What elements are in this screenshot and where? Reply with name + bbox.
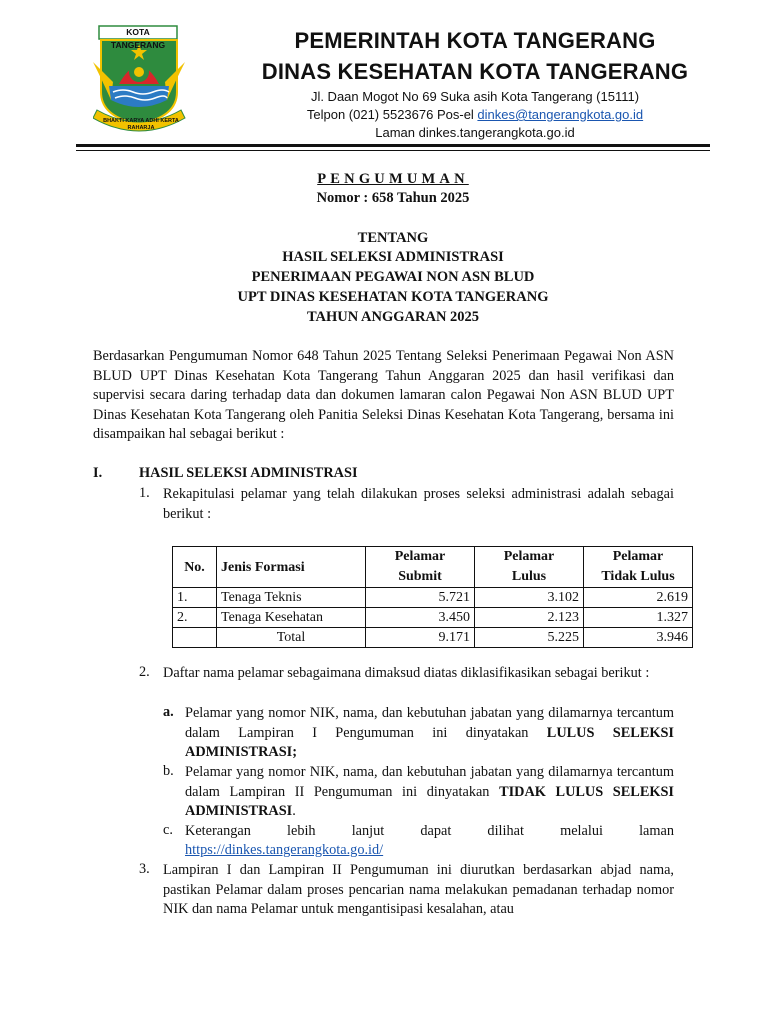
subitem-b-text	[185, 763, 674, 822]
document-title	[76, 171, 710, 188]
recap-table	[172, 546, 693, 648]
subitem-b-end: .	[292, 803, 296, 820]
section-title: HASIL SELEKSI ADMINISTRASI	[139, 465, 358, 481]
document-title-text: PENGUMUMAN	[317, 171, 469, 187]
cell-jenis: Tenaga Teknis	[217, 588, 366, 608]
subitem-a-status: LULUS SELEKSI ADMINISTRASI;	[185, 724, 674, 761]
cell-lulus: 3.102	[475, 588, 584, 608]
letterhead	[0, 0, 768, 160]
intro-paragraph: Berdasarkan Pengumuman Nomor 648 Tahun 2025 Tentang Seleksi Penerimaan Pegawai Non ASN BLUD UPT Dinas Kesehatan Kota Tangerang Tahun Anggaran 2025 dan hasil verifikasi dan supervisi secara daring terhadap data dan dokumen lamaran calon Pegawai Non ASN BLUD UPT Dinas Kesehatan Kota Tangerang oleh Panitia Seleksi Dinas Kesehatan Kota Tangerang, bersama ini disampaikan hal sebagai berikut :	[93, 348, 674, 443]
section-number: I.	[93, 465, 103, 481]
subject-line-2: PENERIMAAN PEGAWAI NON ASN BLUD	[251, 269, 535, 285]
cell-total-tidak-lulus: 3.946	[584, 628, 693, 648]
cell-tidak-lulus: 1.327	[584, 608, 693, 628]
subitem-c-marker: c.	[163, 822, 173, 838]
header-lulus-line2: Lulus	[511, 569, 547, 584]
header-submit-line2: Submit	[398, 569, 442, 584]
cell-total-label: Total	[217, 628, 366, 648]
agency-website: Laman dinkes.tangerangkota.go.id	[375, 125, 575, 140]
subitem-b-body: Pelamar yang nomor NIK, nama, dan kebutuhan jabatan yang dilamarnya tercantum dalam Lampiran II Pengumuman ini dinyatakan	[185, 764, 674, 800]
header-tidak-line1: Pelamar	[612, 549, 664, 564]
subitem-a-marker: a.	[163, 704, 174, 720]
header-tidak-lulus	[584, 547, 693, 588]
agency-contact	[240, 107, 710, 122]
cell-no: 2.	[173, 608, 217, 628]
table-row	[173, 608, 693, 628]
header-jenis-formasi: Jenis Formasi	[217, 547, 366, 588]
item-2-text: Daftar nama pelamar sebagaimana dimaksud diatas diklasifikasikan sebagai berikut :	[163, 665, 650, 681]
subitem-b-status: TIDAK LULUS SELEKSI ADMINISTRASI	[185, 783, 674, 820]
cell-submit: 5.721	[366, 588, 475, 608]
header-tidak-line2: Tidak Lulus	[601, 569, 675, 584]
letterhead-divider-thin	[76, 150, 710, 151]
subitem-a-body: Pelamar yang nomor NIK, nama, dan kebutuhan jabatan yang dilamarnya tercantum dalam Lampiran I Pengumuman ini dinyatakan	[185, 705, 674, 741]
header-submit-line1: Pelamar	[394, 549, 446, 564]
cell-tidak-lulus: 2.619	[584, 588, 693, 608]
document-number: Nomor : 658 Tahun 2025	[316, 190, 470, 206]
table-row	[173, 588, 693, 608]
subject-line-4: TAHUN ANGGARAN 2025	[306, 309, 480, 325]
cell-total-lulus: 5.225	[475, 628, 584, 648]
header-submit	[366, 547, 475, 588]
city-emblem-logo	[93, 22, 195, 140]
cell-lulus: 2.123	[475, 608, 584, 628]
subject-line-1: HASIL SELEKSI ADMINISTRASI	[282, 249, 504, 265]
item-3-text: Lampiran I dan Lampiran II Pengumuman ini diurutkan berdasarkan abjad nama, pastikan Pelamar dalam proses pencarian nama melakukan pemadanan terhadap nomor NIK dan nama Pelamar untuk mengantisipasi kesalahan, atau	[163, 862, 674, 918]
cell-no: 1.	[173, 588, 217, 608]
logo-motto: BHAKTI KARYA ADHI KERTA RAHARJA	[103, 118, 179, 131]
cell-jenis: Tenaga Kesehatan	[217, 608, 366, 628]
header-no: No.	[173, 547, 217, 588]
item-1-number: 1.	[139, 485, 150, 501]
website-link[interactable]: https://dinkes.tangerangkota.go.id/	[185, 842, 384, 858]
subject-label: TENTANG	[357, 230, 429, 246]
subject-line-3: UPT DINAS KESEHATAN KOTA TANGERANG	[237, 289, 549, 305]
letterhead-divider-thick	[76, 144, 710, 147]
phone-text: Telpon (021) 5523676 Pos-el	[306, 107, 478, 122]
header-lulus	[475, 547, 584, 588]
item-3-number: 3.	[139, 861, 150, 877]
table-total-row	[173, 628, 693, 648]
item-1-text: Rekapitulasi pelamar yang telah dilakukan proses seleksi administrasi adalah sebagai berikut :	[163, 486, 674, 522]
agency-title: DINAS KESEHATAN KOTA TANGERANG	[261, 59, 689, 84]
agency-address: Jl. Daan Mogot No 69 Suka asih Kota Tangerang (15111)	[310, 89, 640, 104]
cell-total-submit: 9.171	[366, 628, 475, 648]
cell-submit: 3.450	[366, 608, 475, 628]
table-header-row	[173, 547, 693, 588]
subitem-b-marker: b.	[163, 763, 174, 779]
logo-label: KOTA TANGERANG	[110, 27, 166, 50]
cell-no-empty	[173, 628, 217, 648]
item-2-number: 2.	[139, 664, 150, 680]
header-lulus-line1: Pelamar	[503, 549, 555, 564]
government-title: PEMERINTAH KOTA TANGERANG	[294, 28, 656, 53]
email-link[interactable]: dinkes@tangerangkota.go.id	[477, 107, 644, 122]
subitem-a-text	[185, 704, 674, 763]
website-link-line	[185, 842, 383, 859]
subitem-c-text: Keterangan lebih lanjut dapat dilihat melalui laman	[185, 823, 674, 839]
